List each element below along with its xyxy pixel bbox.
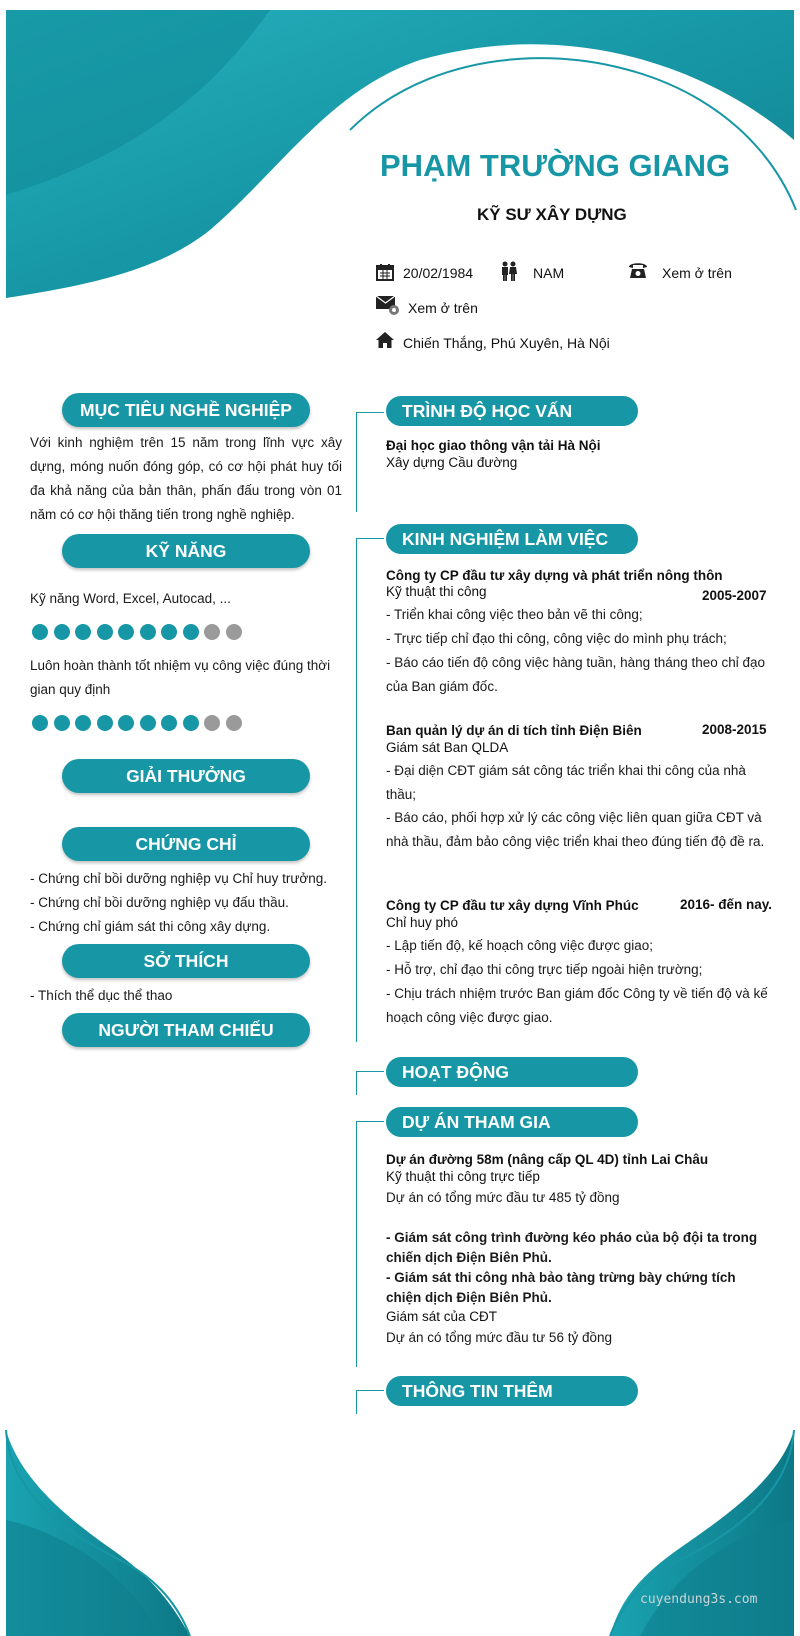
rating-dot-filled [75, 715, 91, 731]
job-period: 2016- đến nay. [680, 897, 773, 912]
timeline-tick [356, 1390, 384, 1391]
job-duty: - Lập tiến độ, kế hoạch công việc được giao; [386, 938, 654, 953]
references-heading: NGƯỜI THAM CHIẾU [62, 1013, 310, 1047]
project-desc: Dự án có tổng mức đầu tư 56 tỷ đồng [386, 1330, 612, 1345]
timeline-tick [356, 412, 384, 413]
timeline-line [356, 412, 357, 512]
objective-text: Với kinh nghiệm trên 15 năm trong lĩnh vực xây dựng, móng nuốn đóng góp, có cơ hội phát huy tối đa khả năng của bản thân, phấn đấu trong vòn 01 năm có cơ hội thăng tiến trong nghề nghiệp. [30, 435, 342, 522]
job-duty: - Chịu trách nhiệm trước Ban giám đốc Công ty về tiến độ và kế hoạch công việc được giao. [386, 986, 768, 1025]
certificates-heading: CHỨNG CHỈ [62, 827, 310, 861]
project-title: Dự án đường 58m (nâng cấp QL 4D) tỉnh Lai Châu [386, 1152, 709, 1167]
watermark: cuyendung3s.com [640, 1592, 758, 1607]
address: Chiến Thắng, Phú Xuyên, Hà Nội [403, 335, 610, 351]
phone-icon [628, 261, 648, 282]
email: Xem ở trên [408, 300, 478, 316]
certificate-item: - Chứng chỉ bồi dưỡng nghiệp vụ đấu thầu. [30, 895, 289, 910]
rating-dot-empty [226, 624, 242, 640]
rating-dot-filled [161, 624, 177, 640]
gender-icon [500, 261, 518, 284]
project-title: - Giám sát công trình đường kéo pháo của bộ đội ta trong chiến dịch Điện Biên Phủ. [386, 1230, 758, 1265]
job-role: Giám sát Ban QLDA [386, 740, 509, 755]
rating-dot-filled [32, 715, 48, 731]
rating-dot-filled [118, 715, 134, 731]
rating-dot-filled [75, 624, 91, 640]
rating-dot-filled [140, 715, 156, 731]
timeline-line [356, 1071, 357, 1095]
job-duty: - Trực tiếp chỉ đạo thi công, công việc do mình phụ trách; [386, 631, 727, 646]
job-duty: - Triển khai công việc theo bản vẽ thi công; [386, 607, 643, 622]
timeline-tick [356, 1121, 384, 1122]
job-company: Công ty CP đầu tư xây dựng và phát triển nông thôn [386, 568, 723, 583]
job-duty: - Báo cáo tiến độ công việc hàng tuần, hàng tháng theo chỉ đạo của Ban giám đốc. [386, 655, 766, 694]
job-period: 2005-2007 [702, 588, 767, 603]
phone: Xem ở trên [662, 265, 732, 281]
rating-dot-filled [97, 624, 113, 640]
rating-dot-filled [32, 624, 48, 640]
skill-2-rating [32, 715, 242, 731]
project-role: Giám sát của CĐT [386, 1309, 498, 1324]
certificate-item: - Chứng chỉ giám sát thi công xây dựng. [30, 919, 271, 934]
activities-heading: HOẠT ĐỘNG [386, 1057, 638, 1087]
hobbies-text: - Thích thể dục thể thao [30, 988, 173, 1003]
candidate-name: PHẠM TRƯỜNG GIANG [380, 148, 731, 183]
projects-heading: DỰ ÁN THAM GIA [386, 1107, 638, 1137]
hobbies-heading: SỞ THÍCH [62, 944, 310, 978]
timeline-tick [356, 1071, 384, 1072]
project-desc: Dự án có tổng mức đầu tư 485 tỷ đồng [386, 1190, 620, 1205]
skill-2-label: Luôn hoàn thành tốt nhiệm vụ công việc đúng thời gian quy định [30, 658, 331, 697]
timeline-line [356, 538, 357, 1042]
job-title: KỸ SƯ XÂY DỰNG [477, 205, 627, 224]
objective-heading: MỤC TIÊU NGHỀ NGHIỆP [62, 393, 310, 427]
education-school: Đại học giao thông vận tải Hà Nội [386, 438, 601, 453]
rating-dot-filled [54, 624, 70, 640]
email-icon [376, 295, 400, 318]
job-role: Chỉ huy phó [386, 915, 459, 930]
job-company: Công ty CP đầu tư xây dựng Vĩnh Phúc [386, 898, 639, 913]
education-major: Xây dựng Cầu đường [386, 455, 518, 470]
job-duty: - Báo cáo, phối hợp xử lý các công việc liên quan giữa CĐT và nhà thầu, đảm bảo công việc triển khai theo đúng tiến độ đề ra. [386, 810, 765, 849]
rating-dot-empty [204, 715, 220, 731]
education-heading: TRÌNH ĐỘ HỌC VẤN [386, 396, 638, 426]
timeline-tick [356, 538, 384, 539]
project-title: - Giám sát thi công nhà bảo tàng trừng bày chứng tích chiện dịch Điện Biên Phủ. [386, 1270, 736, 1305]
calendar-icon [376, 263, 394, 284]
rating-dot-filled [183, 715, 199, 731]
rating-dot-filled [118, 624, 134, 640]
skill-1-rating [32, 624, 242, 640]
rating-dot-empty [226, 715, 242, 731]
job-role: Kỹ thuật thi công [386, 584, 487, 599]
rating-dot-filled [183, 624, 199, 640]
skill-1-label: Kỹ năng Word, Excel, Autocad, ... [30, 591, 231, 606]
job-duty: - Hỗ trợ, chỉ đạo thi công trực tiếp ngoài hiện trường; [386, 962, 703, 977]
timeline-line [356, 1390, 357, 1414]
rating-dot-filled [54, 715, 70, 731]
rating-dot-empty [204, 624, 220, 640]
project-role: Kỹ thuật thi công trực tiếp [386, 1169, 540, 1184]
more-info-heading: THÔNG TIN THÊM [386, 1376, 638, 1406]
rating-dot-filled [161, 715, 177, 731]
awards-heading: GIẢI THƯỞNG [62, 759, 310, 793]
experience-heading: KINH NGHIỆM LÀM VIỆC [386, 524, 638, 554]
home-icon [376, 332, 394, 351]
job-period: 2008-2015 [702, 722, 767, 737]
rating-dot-filled [97, 715, 113, 731]
timeline-line [356, 1121, 357, 1367]
job-duty: - Đại diện CĐT giám sát công tác triển khai thi công của nhà thầu; [386, 763, 746, 802]
skills-heading: KỸ NĂNG [62, 534, 310, 568]
gender: NAM [533, 265, 565, 281]
certificate-item: - Chứng chỉ bồi dưỡng nghiệp vụ Chỉ huy trưởng. [30, 871, 327, 886]
birthday: 20/02/1984 [403, 265, 474, 281]
rating-dot-filled [140, 624, 156, 640]
job-company: Ban quản lý dự án di tích tỉnh Điện Biên [386, 723, 642, 738]
